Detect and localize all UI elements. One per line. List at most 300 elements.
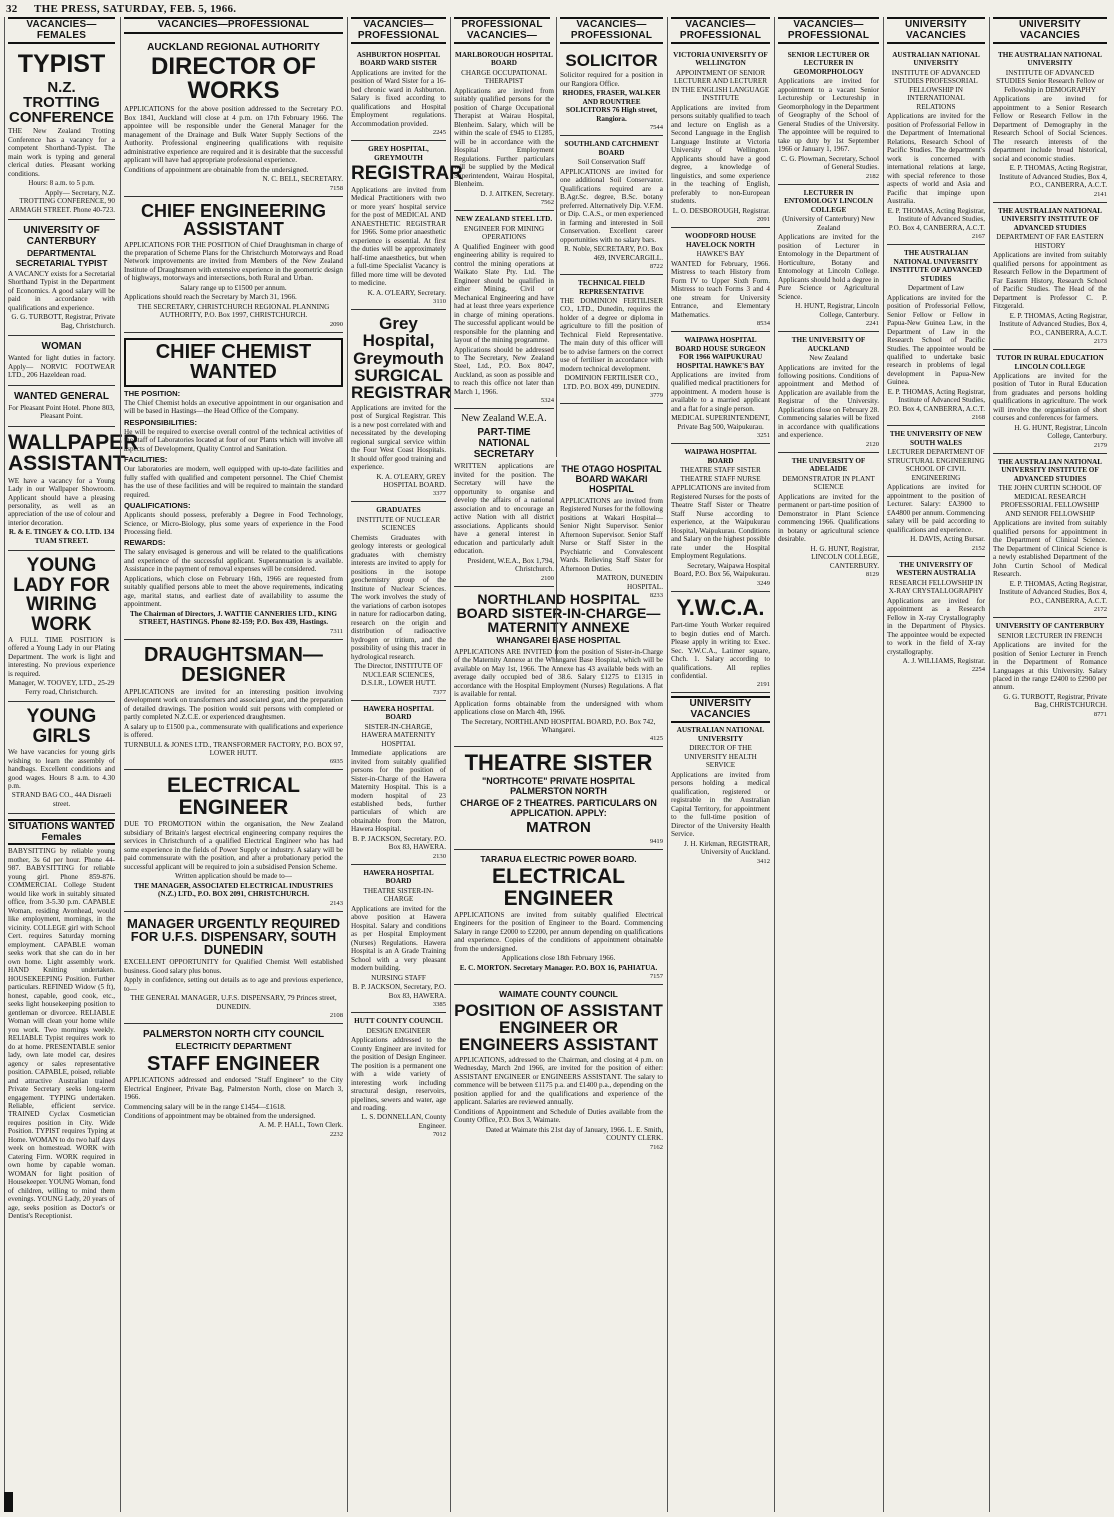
column-heading: VACANCIES—FEMALES [8, 17, 115, 44]
ad-signature: N. C. BELL, SECRETARY. [262, 175, 343, 184]
ad-body: APPLICATIONS addressed and endorsed "Staff Engineer" to the City Electrical Engineer, Private Bag, Palmerston North, close on March 3, 1966. [124, 1076, 343, 1102]
ad-body: A FULL TIME POSITION is offered a Young Lady in our Plating Department. The work is light and interesting. No previous experience is required. [8, 635, 115, 678]
ad-ref: 3779 [649, 392, 663, 400]
ad-signature: E. P. THOMAS, Acting Registrar, Institute of Advanced Studies, Box 4, P.O., CANBERRA, A.C.T. [999, 579, 1107, 605]
column-heading: PROFESSIONAL VACANCIES— [454, 17, 550, 44]
ad-paragraph: Our laboratories are modern, well equipped with up-to-date facilities and fully staffed with qualified and competent personnel. The Chief Chemist has the use of these facilities and will be required to maintain the standard required. [124, 465, 343, 499]
ad-chief-engineering-assistant [124, 197, 343, 333]
ad-org: THE AUSTRALIAN NATIONAL UNIVERSITY INSTITUTE OF ADVANCED STUDIES [889, 249, 983, 283]
ad-signature: E. P. THOMAS, Acting Registrar, Institute of Advanced Studies, Box 4, P.O., CANBERRA, A.C.T. [999, 311, 1107, 337]
column-heading: VACANCIES—PROFESSIONAL [124, 17, 343, 34]
ad-woman [8, 336, 115, 385]
ad-signature: R. Noble, SECRETARY, P.O. Box 469, INVERCARGILL. [564, 245, 663, 262]
ad-signature: G. G. TURBOTT, Registrar, Private Bag, CHRISTCHURCH. [1003, 692, 1107, 710]
ad-apply: Apply— Secretary, N.Z. TROTTING CONFERENCE, 90 ARMAGH STREET. Phone 40-723. [9, 188, 115, 214]
ad-signature: Manager, W. TOOVEY, LTD., 25-29 Ferry road, Christchurch. [8, 679, 115, 696]
ad-ref: 3251 [756, 432, 770, 440]
ad-org: SENIOR LECTURER OR LECTURER IN GEOMORPHOLOGY [787, 51, 870, 76]
ad-org: HAWERA HOSPITAL BOARD [363, 868, 434, 886]
ad-title: YOUNG GIRLS [26, 706, 97, 747]
ad-university-of-auckland [778, 332, 879, 453]
ad-body: APPLICATIONS are invited from suitably qualified Electrical Engineers for the position of Engineer to the Board. Commencing Salary in range £2000 to £2200, per annum depending on qualifications and experience. Copies of the conditions of appointment obtainable from the undersigned. [454, 910, 663, 953]
ad-signature: RHODES, FRASER, WALKER AND ROUNTREE SOLICITORS 76 High street, Rangiora. [562, 89, 661, 123]
ad-body: DUE TO PROMOTION within the organisation, the New Zealand subsidiary of Britain's largest electrical engineering company requires the services in Christchurch of a qualified Electrical Engineer who has had some experience in the fields of Power Supply or industry. A salary will be paid commensurate with the position, and after a probationary period the successful applicant will be required to join a subsidised Pension Scheme. [124, 820, 343, 871]
ad-signature: E. P. THOMAS, Acting Registrar, Institute of Advanced Studies, Box 4, P.O., CANBERRA, A.C.T. [999, 164, 1107, 190]
ad-org: MARLBOROUGH HOSPITAL BOARD [455, 51, 553, 68]
ad-body: APPLICATIONS for the above position addressed to the Secretary P.O. Box 1841, Auckland will close at 4 p.m. on 17th February 1966. The appointee will be responsible under the General Manager for the management of the Drainage and Bulk Water Supply Sections of the Authority. Professional engineering qualifications with requisite administrative experience are required and it is desirable that the successful applicant will have had appropriate professional experience. [124, 105, 343, 165]
ad-mining-engineer [454, 211, 554, 409]
ad-signature: STRAND BAG CO., 44A Disraeli street. [11, 791, 112, 808]
ad-org: UNIVERSITY OF CANTERBURY [995, 622, 1105, 631]
ad-body: APPLICATIONS FOR THE POSITION of Chief Draughtsman in charge of the preparation of Scheme Plans for the Christchurch Motorways and Road Network improvements are invited from Members of the New Zealand Institute of Draughtsmen with extensive experience in the geometric design of highways, motorways and intersections, both Rural and Urban. [124, 240, 343, 283]
ad-org: THE UNIVERSITY OF AUCKLAND [791, 336, 866, 353]
column-7 [774, 17, 882, 1512]
ad-body: Applications are invited for the position of Senior Lecturer in French in the Department of Romance Languages at this University. Salary placed in the range £2400 to £2900 per annum. [993, 641, 1107, 692]
ad-org: TUTOR IN RURAL EDUCATION LINCOLN COLLEGE [996, 354, 1104, 371]
ad-signature: H. HUNT, Registrar, Lincoln College, Canterbury. [795, 302, 879, 319]
ad-section-heading: REWARDS: [124, 538, 166, 548]
ad-dept: New Zealand [809, 354, 848, 363]
ad-theatre-sister [454, 747, 663, 849]
ad-body: Applications are invited from Medical Practitioners with two or more years' hospital service for the post of MEDICAL AND ANAESTHETIC REGISTRAR for 1966. Some prior anaesthetic experience is essential. At first the duties will be approximately half-time anaesthetics, but when a full-time Specialist Vacancy is filled more time will be devoted to medicine. [351, 185, 446, 288]
ad-signature: THE MANAGER, ASSOCIATED ELECTRICAL INDUSTRIES (N.Z.) LTD., P.O. BOX 2091, CHRISTCHURCH. [134, 881, 333, 899]
ad-design-engineer [351, 1013, 446, 1142]
situations-wanted [8, 814, 115, 1225]
ad-ywca [671, 592, 770, 694]
ad-salary: A salary up to £1500 p.a., commensurate with qualifications and experience is offered. [124, 722, 343, 740]
ad-signature: THE SECRETARY, CHRISTCHURCH REGIONAL PLANNING AUTHORITY, P.O. Box 1997, CHRISTCHURCH. [137, 302, 330, 320]
ad-ref: 2168 [971, 414, 985, 422]
ad-signature: E. C. MORTON. Secretary Manager. P.O. BOX 16, PAHIATUA. [459, 963, 658, 972]
ad-chief-chemist [124, 333, 343, 640]
ad-ref: 2090 [329, 320, 343, 328]
ad-paragraph: The Chief Chemist holds an executive appointment in our organisation and will be based in Hastings—the Head Office of the Company. [124, 398, 343, 416]
ad-title: WALLPAPER ASSISTANT [8, 430, 139, 476]
ad-title: NORTHLAND HOSPITAL BOARD SISTER-IN-CHARGE—MATERNITY ANNEXE [456, 590, 661, 636]
ad-health-service-director [671, 693, 770, 868]
ad-dept: DIRECTOR OF THE UNIVERSITY HEALTH SERVICE [684, 744, 757, 770]
section-heading: SITUATIONS WANTED Females [8, 821, 115, 844]
column-3 [347, 17, 463, 1512]
column-2 [120, 17, 346, 1512]
ad-ref: 8129 [865, 571, 879, 579]
ad-electrical-engineer [124, 770, 343, 911]
ad-body: Immediate applications are invited from suitably qualified persons for the position of Sister-in-Charge of the Hawera Maternity Hospital. This is a modern hospital of 23 established beds, further particulars of which are obtainable from the Matron, Hawera Hospital. [351, 749, 446, 834]
ad-dept: (University of Canterbury) New Zealand [782, 215, 875, 232]
ad-ref: 7377 [432, 688, 446, 696]
ad-body: Applications are invited for the permanent or part-time position of Demonstrator in Plant Science commencing 1966. Qualifications in botany or agricultural science desirable. [778, 492, 879, 544]
ad-signature: The Secretary, NORTHLAND HOSPITAL BOARD, P.O. Box 742, Whangarei. [461, 717, 656, 734]
ad-signature: MATRON [526, 819, 591, 837]
ad-signature: K. A. O'LEARY, GREY HOSPITAL BOARD. [376, 472, 446, 489]
ad-department-of-law [887, 245, 985, 426]
ad-ref: 2182 [865, 172, 879, 180]
ad-signature: The Director, INSTITUTE OF NUCLEAR SCIENCES, D.S.I.R., LOWER HUTT. [354, 662, 443, 688]
ad-org: AUSTRALIAN NATIONAL UNIVERSITY [676, 726, 765, 743]
ad-signature: J. H. Kirkman, REGISTRAR, University of Auckland. [683, 839, 770, 857]
ad-title: STAFF ENGINEER [147, 1052, 320, 1075]
ad-ref: 2100 [540, 574, 554, 582]
ad-org: THE AUSTRALIAN NATIONAL UNIVERSITY INSTITUTE OF ADVANCED STUDIES [997, 206, 1103, 232]
ad-dept: HAWKE'S BAY [696, 250, 745, 259]
ad-body: WANTED for February, 1966. Mistress to teach History from Form IV to Upper Sixth Form. Mistress to teach Forms 3 and 4 one stream for University Entrance, and Elementary Mathematics. [671, 259, 770, 319]
ad-signature: TURNBULL & JONES LTD., TRANSFORMER FACTORY, P.O. BOX 97, LOWER HUTT. [124, 740, 343, 757]
ad-body: EXCELLENT OPPORTUNITY for Qualified Chemist Well established business. Good salary plus bonus. [124, 958, 343, 975]
ad-signature: L. O. DESBOROUGH, Registrar. [672, 206, 770, 215]
ad-dept: INSTITUTE OF ADVANCED STUDIES Senior Research Fellow or Fellowship in DEMOGRAPHY [996, 68, 1104, 94]
ad-body: Applications are invited from suitably qualified persons for the position of Charge Occupational Therapist at Wairau Hospital, Blenheim. Salary, which will be within the scale of £945 to £1285, will be in accordance with the Hospital Employment Regulations. Further particulars will be supplied by the Medical Superintendent, Wairau Hospital, Blenheim. [454, 86, 554, 189]
ad-ref: 7158 [329, 184, 343, 192]
ad-young-lady-wiring [8, 551, 115, 702]
ad-dept: Department of Law [907, 284, 965, 293]
ad-signature: L. S. DONNELLAN, County Engineer. [361, 1113, 446, 1130]
ad-body: Applications are invited for the position of Professorial Fellow, Senior Fellow or Fellow in Papua-New Guinea Law, in the Department of Law in the Research School of Pacific Studies. The appointee would be qualified to undertake basic research in problems of legal development in Papua-New Guinea. [887, 293, 985, 387]
column-heading: VACANCIES—PROFESSIONAL [560, 17, 663, 44]
ad-ref: 3412 [756, 857, 770, 865]
ad-body: APPLICATIONS are invited for one additional Soil Conservator. Qualifications required are a B.Agr.Sc. degree, B.Sc. botany preferred. Alternatively Dip. V.F.M. or Dip. C.A.S., or men experienced in farming and interested in Soil Conservation. Excellent career opportunities with no salary bars. [560, 167, 663, 244]
ad-dept: Soil Conservation Staff [577, 158, 646, 167]
ad-entomology [778, 185, 879, 332]
ad-signature: The Chairman of Directors, J. WATTIE CANNERIES LTD., KING STREET, HASTINGS. Phone 82-159; P.O. Box 439, Hastings. [130, 609, 337, 627]
ad-body: Applications are invited for appointment to the position of Lecturer. Salary: £A3900 to £A4800 per annum. Commencing salary will be paid according to qualifications and experience. [887, 483, 985, 534]
paper-date: THE PRESS, SATURDAY, FEB. 5, 1966. [34, 3, 237, 15]
ad-title: DRAUGHTSMAN—DESIGNER [144, 643, 323, 687]
ad-dept: INSTITUTE OF NUCLEAR SCIENCES [356, 515, 441, 533]
column-heading: VACANCIES—PROFESSIONAL [671, 17, 770, 44]
ad-conditions: Conditions of appointment may be obtained from the undersigned. [124, 1111, 316, 1120]
ad-title: ELECTRICAL ENGINEER [167, 774, 300, 819]
ad-org: THE AUSTRALIAN NATIONAL UNIVERSITY INSTITUTE OF ADVANCED STUDIES [997, 457, 1103, 483]
ad-signature: C. G. Plowman, Secretary, School of General Studies. [780, 154, 879, 172]
ad-ref: 2245 [432, 129, 446, 137]
ad-salary: Salary range up to £1500 per annum. [180, 283, 287, 292]
ad-body: Chemists Graduates with geology interests or geological graduates with chemistry interests are invited to apply for positions in the isotope geochemistry group of the Institute of Nuclear Sciences. The work involves the study of the variations of carbon isotopes in nature for radiocarbon dating, research on the origin and distribution of radioactive hydrogen or tritium, and the possibility of using this tracer in hydrological research. [351, 533, 446, 661]
ad-signature: MEDICAL SUPERINTENDENT, Private Bag 500, Waipukurau. [671, 414, 770, 431]
ad-signature: Secretary, Waipawa Hospital Board, P.O. Box 56, Waipukurau. [673, 561, 770, 579]
ad-apply: Apply in confidence, setting out details as to age and previous experience, to— [124, 976, 343, 993]
ad-title: DIRECTOR OF WORKS [151, 52, 316, 104]
ad-org: NEW ZEALAND STEEL LTD. [455, 215, 553, 224]
ad-ref: 6935 [329, 758, 343, 766]
ad-body: A VACANCY exists for a Secretarial Shorthand Typist in the Department of Economics. A good salary will be paid in accordance with qualifications and experience. [8, 269, 115, 312]
ad-org: AUSTRALIAN NATIONAL UNIVERSITY [892, 51, 980, 68]
ad-dept: LECTURER DEPARTMENT OF STRUCTURAL ENGINEERING SCHOOL OF CIVIL ENGINEERING [887, 448, 985, 482]
column-6 [667, 17, 773, 1512]
ad-body: Solicitor required for a position in our Rangiora Office. [560, 71, 663, 88]
ad-signature: G. G. TURBOTT, Registrar, Private Bag, Christchurch. [11, 313, 115, 330]
ad-dept: INSTITUTE OF ADVANCED STUDIES PROFESSORIAL FELLOWSHIP IN INTERNATIONAL RELATIONS [891, 68, 981, 111]
ad-ward-sister [351, 47, 446, 141]
ad-ref: 3110 [433, 298, 446, 305]
ad-title: UNIVERSITY OF CANTERBURY [23, 225, 100, 248]
ad-body: APPLICATIONS are invited from Registered Nurses for the following positions at Wakari Hospital— Senior Night Supervisor. Senior Afternoon Supervisor. Senior Staff Nurse or Staff Sister in the Psychiatric and Convalescent Wards. Relieving Staff Sister for Afternoon Duties. [560, 496, 663, 573]
ad-registrar [351, 141, 463, 310]
ad-solicitor [560, 47, 663, 136]
ad-ref: 2120 [865, 440, 879, 448]
ad-paragraph: He will be required to exercise overall control of the technical activities of the staff of Laboratories located at four of our Plants which will involve all aspects of Development, Quality Control and Sanitation. [124, 427, 343, 453]
ad-org: THE UNIVERSITY OF NEW SOUTH WALES [889, 430, 983, 447]
ad-subtitle: N.Z. TROTTING CONFERENCE [8, 78, 114, 127]
ad-staff-engineer [124, 1024, 343, 1142]
ad-field-representative [560, 275, 663, 404]
ad-signature: A. M. P. HALL, Town Clerk. [258, 1121, 343, 1130]
ad-ref: 8722 [649, 263, 663, 271]
ad-ref: 3377 [432, 490, 446, 498]
ad-ref: 2191 [756, 681, 770, 689]
ad-signature: A. J. WILLIAMS, Registrar. [902, 657, 985, 665]
ad-title: POSITION OF ASSISTANT ENGINEER OR ENGINEERS ASSISTANT [454, 1000, 663, 1055]
ad-ref: 9419 [649, 837, 663, 845]
ad-signature: H. G. HUNT, Registrar, LINCOLN COLLEGE, CANTERBURY. [810, 544, 879, 570]
ad-signature: D. J. AITKEN, Secretary. [480, 189, 554, 198]
ad-body: Applications are invited for the above position at Hawera Hospital. Salary and conditions as per Hospital Employment (Nurses) Regulations. Hawera Hospital is an A Grade Training School with a very pleasant modern building. [351, 904, 446, 973]
ad-ref: 2141 [1093, 190, 1107, 198]
ad-dept: CHARGE OCCUPATIONAL THERAPIST [461, 68, 547, 86]
ad-org: THE UNIVERSITY OF ADELAIDE [791, 456, 866, 474]
ad-ref: 7544 [649, 124, 663, 132]
ad-title: THEATRE SISTER [464, 750, 653, 776]
ad-ref: 7162 [649, 1143, 663, 1151]
ad-body: WRITTEN applications are invited for the position. The Secretary will have the opportunity to organise and develop the affairs of a national association and to encourage an active Nation with all district associations. Applicants should have a general interest in education and particularly adult education. [454, 462, 554, 556]
ad-ref: 2143 [329, 899, 343, 907]
page-corner-mark [4, 1492, 13, 1512]
ad-org: GREY HOSPITAL, GREYMOUTH [368, 145, 429, 162]
ad-org: TECHNICAL FIELD REPRESENTATIVE [578, 279, 645, 296]
ad-dept: THE JOHN CURTIN SCHOOL OF MEDICAL RESEARCH PROFESSORIAL FELLOWSHIP AND SENIOR FELLOWSHIP [998, 484, 1102, 518]
ad-ref: 5324 [540, 397, 554, 405]
ad-org: "NORTHCOTE" PRIVATE HOSPITAL PALMERSTON NORTH [481, 775, 636, 796]
ad-signature: B. P. JACKSON, Secretary. P.O. Box 83, HAWERA. [352, 834, 446, 852]
ad-ref: 2108 [329, 1012, 343, 1020]
ad-hours: Hours: 8 a.m. to 5 p.m. [28, 179, 95, 188]
ad-title: CHIEF ENGINEERING ASSISTANT [140, 200, 327, 240]
ad-dept: RESEARCH FELLOWSHIP IN X-RAY CRYSTALLOGRAPHY [888, 578, 984, 596]
ad-signature: H. DAVIS, Acting Bursar. [910, 535, 985, 544]
ad-title: YOUNG LADY FOR WIRING WORK [13, 555, 110, 635]
ad-tararua-electrical-engineer [454, 850, 663, 986]
ad-ref: 2241 [865, 320, 879, 328]
ad-body: Applications are invited from suitably qualified persons for appointment as Research Fellow in the Department of Far Eastern History, Research School of Pacific Studies. The Head of the Department is Professor C. P. Fitzgerald. [993, 251, 1107, 311]
ad-org: VICTORIA UNIVERSITY OF WELLINGTON [673, 51, 768, 68]
ad-dept: THEATRE SISTER-IN-CHARGE [363, 886, 434, 904]
ad-ref: 8771 [1093, 710, 1107, 718]
ad-ref: 2167 [971, 233, 985, 241]
ad-dept: ELECTRICITY DEPARTMENT [175, 1041, 292, 1052]
ad-section-heading: FACILITIES: [124, 455, 168, 465]
ad-english-language-institute [671, 47, 770, 228]
ad-signature: DOMINION FERTILISER CO., LTD. P.O. BOX 499, DUNEDIN. [563, 374, 660, 391]
ad-subheading: NURSING STAFF [371, 973, 426, 982]
column-heading: VACANCIES—PROFESSIONAL [351, 17, 446, 44]
ad-signature: MATRON, DUNEDIN HOSPITAL. [596, 574, 663, 591]
ad-woodford-house [671, 228, 770, 332]
ad-org: WAIPAWA HOSPITAL BOARD HOUSE SURGEON FOR 1966 WAIPUKURAU HOSPITAL HAWKE'S BAY [675, 336, 766, 370]
ad-body: Applications are invited for the position of Tutor in Rural Education from graduates and persons holding qualifications in agriculture. The work will involve the organisation of short courses and conferences for farmers. [993, 371, 1107, 423]
ad-section-heading: RESPONSIBILITIES: [124, 417, 197, 427]
ad-signature: B. P. JACKSON, Secretary, P.O. Box 83, HAWERA. [352, 983, 446, 1000]
ad-title: PART-TIME NATIONAL SECRETARY [473, 427, 535, 461]
ad-body: Applications are invited for the position of Ward Sister for a 16-bed chronic ward in Ashburton. Salary is fixed according to qualifications and Hospital Employment regulations. Accommodation provided. [351, 68, 446, 128]
ad-ref: 3249 [756, 579, 770, 587]
ad-wanted-general [8, 386, 115, 427]
ad-plant-science [778, 453, 879, 582]
ad-body: Applications are invited from suitably qualified persons for appointment in the Department of Clinical Science. The Department of Clinical Science is a newly established Department of the John Curtin School of Medical Research. [993, 519, 1107, 579]
ad-org: PALMERSTON NORTH CITY COUNCIL [142, 1029, 325, 1041]
ad-hawera-maternity [351, 701, 446, 865]
ad-body: Applications are invited for the position of Professorial Fellow in the Department of International Relations, Research School of Pacific Studies. The department's work is concerned with international relations at large, with special reference to those aspects of world and Asia and Pacific that impinge upon Australia. [887, 112, 985, 206]
column-1 [4, 17, 139, 1512]
ad-salary: Commencing salary will be in the range £1454—£1618. [124, 1102, 286, 1111]
ad-title: Y.W.C.A. [676, 594, 765, 620]
ad-geomorphology [778, 47, 879, 185]
ad-soil-conservation [560, 136, 663, 275]
ad-title: SOLICITOR [565, 51, 658, 70]
ad-body: Part-time Youth Worker required to begin duties end of March. Please apply in writing to: Exec. Sec. Y.W.C.A., Latimer square, Chch. 1. Salary according to qualifications. All replies confidential. [671, 621, 770, 680]
ad-draughtsman-designer [124, 640, 343, 771]
ad-ref: 2254 [971, 666, 985, 674]
ad-ref: 7157 [649, 973, 663, 981]
ad-director-of-works [124, 37, 343, 197]
ad-title: THE OTAGO HOSPITAL BOARD WAKARI HOSPITAL [561, 464, 662, 494]
ad-org: New Zealand W.E.A. [461, 413, 547, 425]
ad-dept: DEMONSTRATOR IN PLANT SCIENCE [782, 474, 875, 492]
ad-body: Applications are invited for appointment as a Research Fellow in X-ray Crystallography in the Department of Physics. The appointee would be expected to work in the field of X-ray crystallography. [887, 596, 985, 656]
ad-dept: DEPARTMENT OF FAR EASTERN HISTORY [996, 233, 1104, 250]
ad-dept: ENGINEER FOR MINING OPERATIONS [463, 224, 545, 242]
ad-body: APPLICATIONS, addressed to the Chairman, and closing at 4 p.m. on Wednesday, March 2nd 1966, are invited for the position of either: ASSISTANT ENGINEER or ENGINEERS ASSISTANT. The salary to commence will be between £1175 p.a. and £1400 p.a., depending on the position applied for and the qualifications and experience of the applicant. Salaries are reviewed annually. [454, 1055, 663, 1107]
ad-body: APPLICATIONS ARE INVITED from the position of Sister-in-Charge of the Maternity Annexe at the Whangarei Base Hospital, which will be available on May 1st, 1966. The Annexe has 43 available beds with an average daily occupied bed of 38.6. Salary £1275 to £1315 in accordance with the Hospital Employment (Nurses) Regulations. A flat is available for rental. [454, 647, 663, 699]
ad-dept: SISTER-IN-CHARGE, HAWERA MATERNITY HOSPITAL [361, 722, 436, 748]
ad-typist [8, 47, 115, 220]
ad-x-ray-crystallography [887, 557, 985, 678]
ad-body: THE DOMINION FERTILISER CO., LTD., Dunedin, requires the holder of a degree or diploma in agriculture to fill the position of Technical Field Representative. The main duty of this officer will be to advise farmers on the correct use of fertiliser in accordance with modern technical development. [560, 296, 663, 373]
column-heading: VACANCIES—PROFESSIONAL [778, 17, 879, 44]
ad-surgical-registrar [351, 310, 452, 502]
ad-body: We have vacancies for young girls wishing to learn the assembly of handbags. Excellent conditions and good wages. Hours 8 a.m. to 4.30 p.m. [8, 748, 115, 790]
ad-dept: THEATRE STAFF SISTER THEATRE STAFF NURSE [680, 466, 761, 483]
ad-dept: DESIGN ENGINEER [366, 1026, 431, 1035]
ad-signature: R. & E. TINGEY & CO. LTD. 134 TUAM STREET. [8, 528, 115, 545]
ad-ref: 2152 [971, 544, 985, 552]
ad-body: WE have a vacancy for a Young Lady in our Wallpaper Showroom. Applicant should have a pleasing personality, as well as an appreciation of the use of colour and interior decoration. [8, 476, 115, 527]
ad-section-heading: THE POSITION: [124, 388, 181, 398]
section-heading: UNIVERSITY VACANCIES [671, 696, 770, 723]
ad-body: Applications are invited for the position of Lecturer in Entomology in the Department of Horticulture, Botany and Entomology at Lincoln College. Applicants should hold a degree in Pure Science or Agricultural Science. [778, 233, 879, 301]
ad-body: A Qualified Engineer with good engineering ability is required to control the mining operations at Waikato Slate Pty. Ltd. The Engineer should be qualified in either Mining, Civil or Mechanical Engineering and have had at least three years experience in charge of mining operations. The successful applicant would be responsible for the planning and layout of the mining programme. [454, 242, 554, 345]
ad-org: WAIMATE COUNTY COUNCIL [499, 989, 618, 1000]
running-head [6, 3, 1106, 17]
ad-occupational-therapist [454, 47, 554, 211]
ad-org: WHANGAREI BASE HOSPITAL [496, 635, 621, 646]
ad-close: Applications, which close on February 16th, 1966 are requested from suitably qualified persons able to meet the above requirements, indicating age, marital status, and earliest date of availability to assume the appointment. [124, 574, 343, 609]
ad-signature: E. P. THOMAS, Acting Registrar, Institute of Advanced Studies, P.O. Box 4, CANBERRA, A.C.T. [887, 206, 985, 232]
ad-title: TYPIST [17, 50, 106, 78]
ad-body: Applications are invited from persons suitably qualified to teach and lecture on English as a Second Language in the English Language Institute at Victoria University of Wellington. Applicants should have a good degree, a knowledge of linguistics, and some experience in the teaching of English, preferably to non-European students. [671, 103, 770, 206]
ad-ref: 2179 [1093, 441, 1107, 449]
ad-international-relations [887, 47, 985, 245]
ad-org: GRADUATES [376, 506, 421, 515]
ad-departmental-typist [8, 220, 115, 336]
ad-ref: 3385 [432, 1001, 446, 1009]
ad-org: SOUTHLAND CATCHMENT BOARD [564, 140, 659, 157]
ad-ref: 2130 [432, 852, 446, 860]
ad-close: Application forms obtainable from the undersigned with whom applications close on March 4th, 1966. [454, 699, 663, 717]
ad-signature: E. P. THOMAS, Acting Registrar, Institute of Advanced Studies, P.O. Box 4, CANBERRA, A.C.T. [887, 387, 985, 413]
ad-conditions: Conditions of Appointment and Schedule of Duties available from the County Office, P.O. Box 3, Waimate. [454, 1107, 663, 1125]
ad-graduates-nuclear [351, 502, 446, 700]
ad-body: APPLICATIONS are invited from Registered Nurses for the posts of Theatre Staff Sister or Theatre Staff Nurse according to experience, at the Waipukurau Hospital, Waipukurau. Conditions and Salary on the highest possible rate under the Hospital Employment Regulations. [671, 484, 770, 561]
ad-title: Grey Hospital, Greymouth SURGICAL REGISTRAR [351, 314, 452, 403]
ad-body: Applications are invited from qualified medical practitioners for appointment. A modern house is available to a married applicant and a flat for a single person. [671, 370, 770, 413]
column-8 [883, 17, 988, 1512]
ad-body: For Pleasant Point Hotel. Phone 803, Pleasant Point. [8, 403, 115, 421]
ad-demography [993, 47, 1107, 203]
ad-body: Wanted for light duties in factory. Apply— NORVIC FOOTWEAR LTD., 206 Hazeldean road. [8, 354, 115, 380]
column-heading: UNIVERSITY VACANCIES [887, 17, 985, 44]
ad-paragraph: Applicants should possess, preferably a Degree in Food Technology, Science, or Micro-Biology, plus some years of experience in the Food Processing field. [124, 511, 343, 536]
ad-subtitle: DEPARTMENTAL SECRETARIAL TYPIST [15, 248, 108, 268]
column-heading: UNIVERSITY VACANCIES [993, 17, 1107, 44]
ad-body: Applications are invited from persons holding a medical qualification, registered or registrable in the Australian Capital Territory, for appointment to the full-time position of Director of the University Health Service. [671, 770, 770, 839]
ad-clinical-science [993, 454, 1107, 618]
ad-title: REGISTRAR [351, 163, 463, 185]
ad-title: MANAGER URGENTLY REQUIRED FOR U.F.S. DISPENSARY, SOUTH DUNEDIN [126, 915, 341, 958]
ad-wakari-hospital [560, 460, 663, 603]
ad-section-heading: QUALIFICATIONS: [124, 501, 191, 511]
classified-entries: BABYSITTING by reliable young mother, 3s 6d per hour. Phone 44-987. BABYSITTING for reliable young girl. Phone 859-876. COMMERCIAL College Student would like work in suitably situated office, from 3-5.30 p.m. CAPABLE Woman, residing Avonhead, would like employment, mornings, in the vicinity. COLLEGE girl with School Cert. requires Saturday morning employment. CAPABLE woman seeks work that she can do in her own home. Light assembly work. HAND Knitting undertaken. HOUSEKEEPING Position. Further particulars. REFINED Widow (5 ft), honest, capable, good cook, etc., seeks light housekeeping position to gentleman or divorcee. RELIABLE Woman will clean your home while you work. Two mornings weekly. RELIABLE Typist requires work to do at home. PRESENTABLE senior lady, own late model car, desires agency or sales representative position. CAPABLE, poised, reliable and attractive Australian trained Private Secretary seeks long-term engagement. TYPING undertaken. Reliable, efficient service. TRAINED Cyclax Cosmetician requires position in City. Wide Position. TYPIST requires Typing at Home. WOMAN to do two half days week on homestead. WORK with Catering Firm. WORK required in own home by capable woman. WOMAN for light position of Housekeeper. YOUNG Woman, fond of children, willing to mind them evenings. YOUNG Lady, 20 years of age, seeks position as Doctor's or Dentist's Receptionist. [8, 847, 116, 1221]
ad-title: ELECTRICAL ENGINEER [492, 865, 625, 910]
ad-org: AUCKLAND REGIONAL AUTHORITY [147, 41, 320, 53]
ad-far-eastern-history [993, 203, 1107, 350]
ad-close: Applications close 18th February 1966. [501, 954, 616, 963]
ad-signature: K. A. O'LEARY, Secretary. [367, 288, 446, 297]
ad-ref: 8233 [649, 592, 663, 599]
ad-title: WOMAN [41, 341, 82, 353]
ad-org: WOODFORD HOUSE HAVELOCK NORTH [685, 232, 756, 249]
ad-senior-lecturer-french [993, 618, 1107, 722]
column-4-narrow-block [454, 47, 554, 587]
ad-close: Applications should reach the Secretary by March 31, 1966. [124, 293, 297, 302]
page-number: 32 [6, 3, 18, 15]
ad-assistant-engineer [454, 985, 663, 1154]
ad-signature: Dated at Waimate this 21st day of January, 1966. L. E. Smith, COUNTY CLERK. [485, 1125, 663, 1143]
ad-body: THE New Zealand Trotting Conference has a vacancy for a competent Shorthand-Typist. The main work is typing and general clerical duties. Pleasant working conditions. [8, 127, 115, 178]
ad-org: THE UNIVERSITY OF WESTERN AUSTRALIA [896, 560, 976, 578]
ad-title: WANTED GENERAL [14, 390, 109, 402]
ad-body: Applications are invited for the following positions. Conditions of appointment and Method of Application are available from the Registrar of the University. Applications close on February 28. Commencing salaries will be fixed in accordance with qualifications and experience. [778, 363, 879, 440]
ad-body: CHARGE OF 2 THEATRES. PARTICULARS ON APPLICATION. APPLY: [460, 797, 657, 818]
ad-ufs-dispensary [124, 912, 343, 1025]
ad-young-girls [8, 702, 115, 814]
ad-ref: 2232 [329, 1130, 343, 1138]
ad-org: WAIPAWA HOSPITAL BOARD [684, 448, 757, 465]
ad-body: Applications addressed to the County Engineer are invited for the position of Design Engineer. The position is a permanent one with a wide variety of interesting work including structural design, reservoirs, pipelines, sewers and water, age and roading. [351, 1036, 446, 1112]
ad-signature: President, W.E.A., Box 1,794, Christchurch. [467, 556, 554, 574]
ad-ref: 7311 [330, 627, 343, 635]
ad-body: APPLICATIONS are invited for an interesting position involving development work on transformers and associated gear, and the preparation of detailed drawings. The position would suit persons with completed or partly completed N.Z.C.E. or experienced draughtsmen. [124, 687, 343, 722]
ad-wallpaper-assistant [8, 427, 139, 552]
ad-org: LECTURER IN ENTOMOLOGY LINCOLN COLLEGE [784, 188, 873, 214]
ad-org: TARARUA ELECTRIC POWER BOARD. [480, 853, 637, 864]
ad-wea-secretary [454, 409, 554, 586]
ad-ref: 4125 [649, 735, 663, 743]
ad-signature: THE GENERAL MANAGER, U.F.S. DISPENSARY, 79 Princes street, DUNEDIN. [130, 994, 337, 1011]
ad-paragraph: The salary envisaged is generous and will be related to the qualifications and experience of the successful applicant. Superannuation is available. Assistance in the payment of removal expenses will be considered. [124, 548, 343, 574]
column-9 [989, 17, 1110, 1512]
ad-ref: 7012 [432, 1131, 446, 1139]
ad-rural-education [993, 350, 1107, 454]
column-5-lower [556, 460, 666, 660]
